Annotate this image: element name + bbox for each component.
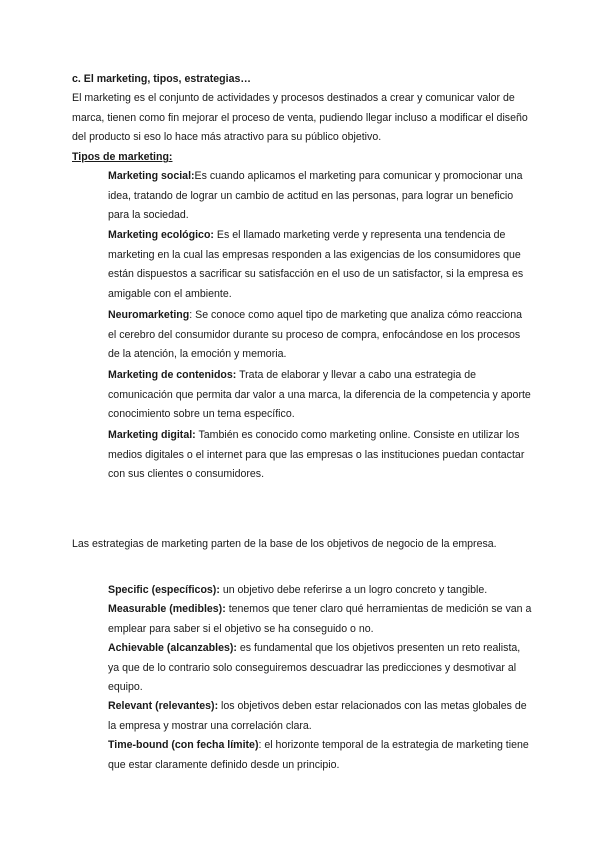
strategy-term: Achievable (alcanzables):: [108, 642, 237, 654]
strategy-text: : el horizonte temporal de la estrategia de marketing tiene que estar claramente definido desde un principio.: [108, 739, 529, 771]
strategy-term: Relevant (relevantes):: [108, 700, 219, 712]
type-term: Neuromarketing: [108, 309, 190, 321]
type-text: Es el llamado marketing verde y representa una tendencia de marketing en la cual las empresas responden a las exigencias de los consumidores que están dispuestos a sacrificar su satisfacción en el uso de un satisfactor, si la empresa es amigable con el ambiente.: [108, 229, 524, 300]
type-text: También es conocido como marketing online. Consiste en utilizar los medios digitales o el internet para que las empresas o las instituciones puedan contactar con sus clientes o consumidores.: [108, 429, 525, 481]
strategy-term: Time-bound (con fecha límite): [108, 739, 259, 751]
type-term: Marketing ecológico:: [108, 229, 214, 241]
type-term: Marketing social:: [108, 170, 195, 182]
strategies-intro: Las estrategias de marketing parten de la base de los objetivos de negocio de la empresa.: [72, 538, 497, 550]
strategy-text: es fundamental que los objetivos presenten un reto realista, ya que de lo contrario solo conseguiremos descuadrar las predicciones y desmotivar al equipo.: [108, 642, 521, 694]
strategy-item-achievable: [108, 639, 532, 698]
strategy-text: un objetivo debe referirse a un logro concreto y tangible.: [219, 584, 488, 596]
type-item-social: [108, 167, 532, 226]
type-text: : Se conoce como aquel tipo de marketing que analiza cómo reacciona el cerebro del consumidor durante su proceso de compra, enfocándose en los procesos de la atención, la emoción y memoria.: [108, 309, 522, 361]
strategy-term: Measurable (medibles):: [108, 603, 226, 615]
type-term: Marketing de contenidos:: [108, 369, 237, 381]
type-text: Trata de elaborar y llevar a cabo una estrategia de comunicación que permita dar valor a una marca, la diferencia de la competencia y aporte conocimiento sobre un tema específico.: [108, 369, 531, 421]
type-item-contenidos: [108, 366, 532, 425]
strategy-item-measurable: [108, 600, 532, 639]
strategy-item-relevant: [108, 697, 532, 736]
strategy-item-time-bound: [108, 736, 532, 775]
type-item-neuromarketing: [108, 306, 532, 365]
types-heading: Tipos de marketing:: [72, 151, 173, 163]
strategy-item-specific: [108, 581, 532, 601]
type-item-digital: [108, 426, 532, 485]
type-text: Es cuando aplicamos el marketing para comunicar y promocionar una idea, tratando de lograr un cambio de actitud en las personas, para lograr un beneficio para la sociedad.: [108, 170, 523, 222]
section-intro: El marketing es el conjunto de actividades y procesos destinados a crear y comunicar valor de marca, tienen como fin mejorar el proceso de venta, pudiendo llegar incluso a modificar el diseño del producto si eso lo hace más atractivo para su público objetivo.: [72, 92, 528, 144]
strategy-term: Specific (específicos):: [108, 584, 220, 596]
section-title: c. El marketing, tipos, estrategias…: [72, 73, 251, 85]
strategy-text: tenemos que tener claro qué herramientas de medición se van a emplear para saber si el objetivo se ha conseguido o no.: [108, 603, 532, 635]
strategy-text: los objetivos deben estar relacionados con las metas globales de la empresa y mostrar una correlación clara.: [108, 700, 527, 732]
type-item-ecologico: [108, 226, 532, 304]
type-term: Marketing digital:: [108, 429, 196, 441]
